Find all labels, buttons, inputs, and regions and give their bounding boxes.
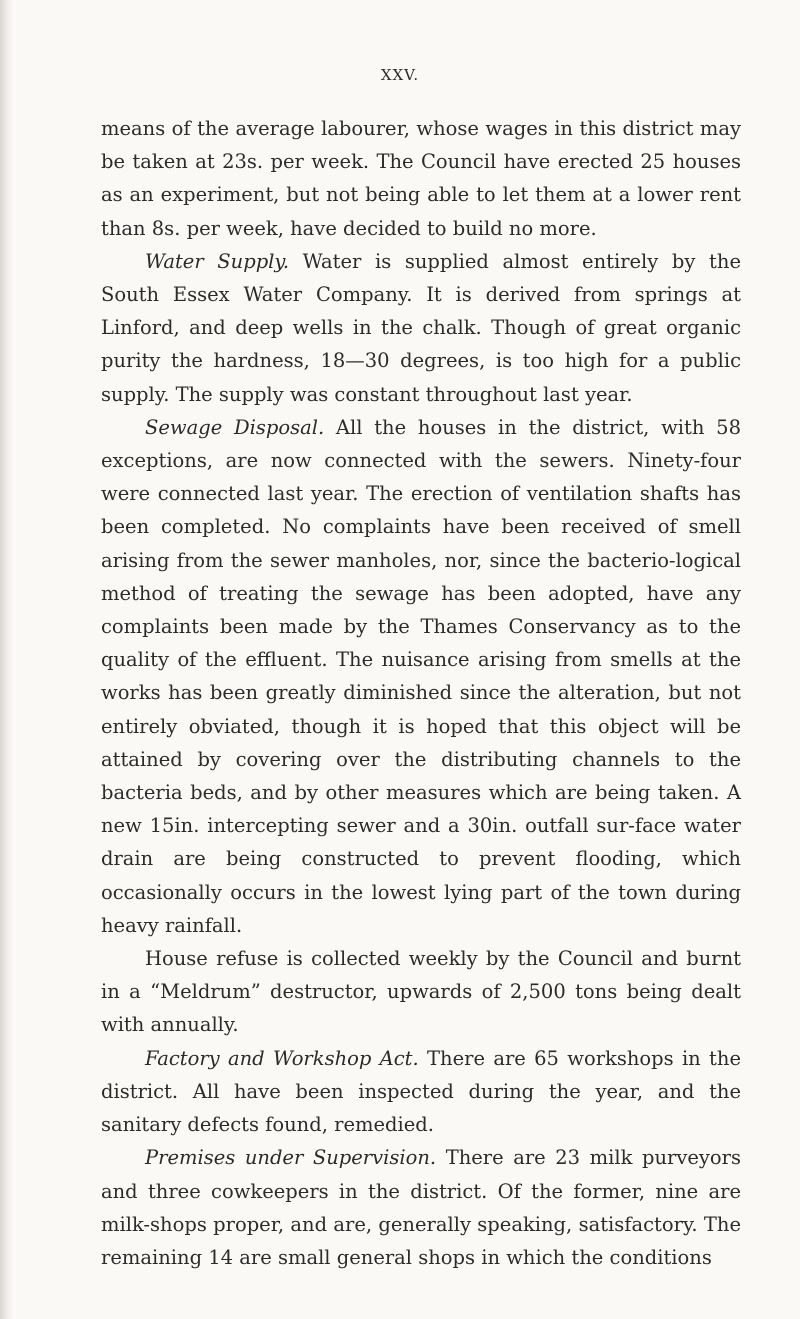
section-heading-water-supply: Water Supply. [145,249,290,273]
paragraph-premises-supervision [101,1141,741,1274]
paragraph-sewage-disposal [101,411,741,942]
paragraph-text: Water is supplied almost entirely by the South Essex Water Company. It is derived from springs at Linford, and deep wells in the chalk. Though of great organic purity the hardness, 18—30 degrees, is too high for a public supply. The supply was constant throughout last year. [101,249,741,406]
paragraph-house-refuse [101,942,741,1042]
paragraph-text: All the houses in the district, with 58 exceptions, are now connected with the sewers. Ninety-four were connected last year. The erection of ventilation shafts has been completed. No complaints have been received of smell arising from the sewer manholes, nor, since the bacterio-logical method of treating the sewage has been adopted, have any complaints been made by the Thames Conservancy as to the quality of the effluent. The nuisance arising from smells at the works has been greatly diminished since the alteration, but not entirely obviated, though it is hoped that this object will be attained by covering over the distributing channels to the bacteria beds, and by other measures which are being taken. A new 15in. intercepting sewer and a 30in. outfall sur-face water drain are being constructed to prevent flooding, which occasionally occurs in the lowest lying part of the town during heavy rainfall. [101,415,741,937]
paragraph-factory-workshop [101,1042,741,1142]
page-edge-shadow [0,0,14,1319]
paragraph-water-supply [101,245,741,411]
paragraph-text: There are 65 workshops in the district. All have been inspected during the year, and the sanitary defects found, remedied. [101,1046,741,1137]
page-number: XXV. [380,66,420,84]
paragraph-wages [101,112,741,245]
section-heading-premises-supervision: Premises under Supervision. [145,1146,437,1170]
paragraph-text: House refuse is collected weekly by the Council and burnt in a “Meldrum” destructor, upwards of 2,500 tons being dealt with annually. [101,947,741,1037]
section-heading-sewage-disposal: Sewage Disposal. [145,415,325,439]
paragraph-text: means of the average labourer, whose wages in this district may be taken at 23s. per week. The Council have erected 25 houses as an experiment, but not being able to let them at a lower rent than 8s. per week, have decided to build no more. [101,117,741,240]
body-text [101,112,741,1274]
paragraph-text: There are 23 milk purveyors and three cowkeepers in the district. Of the former, nine are milk-shops proper, and are, generally speaking, satisfactory. The remaining 14 are small general shops in which the conditions [101,1146,741,1269]
section-heading-factory-workshop: Factory and Workshop Act. [145,1046,419,1070]
